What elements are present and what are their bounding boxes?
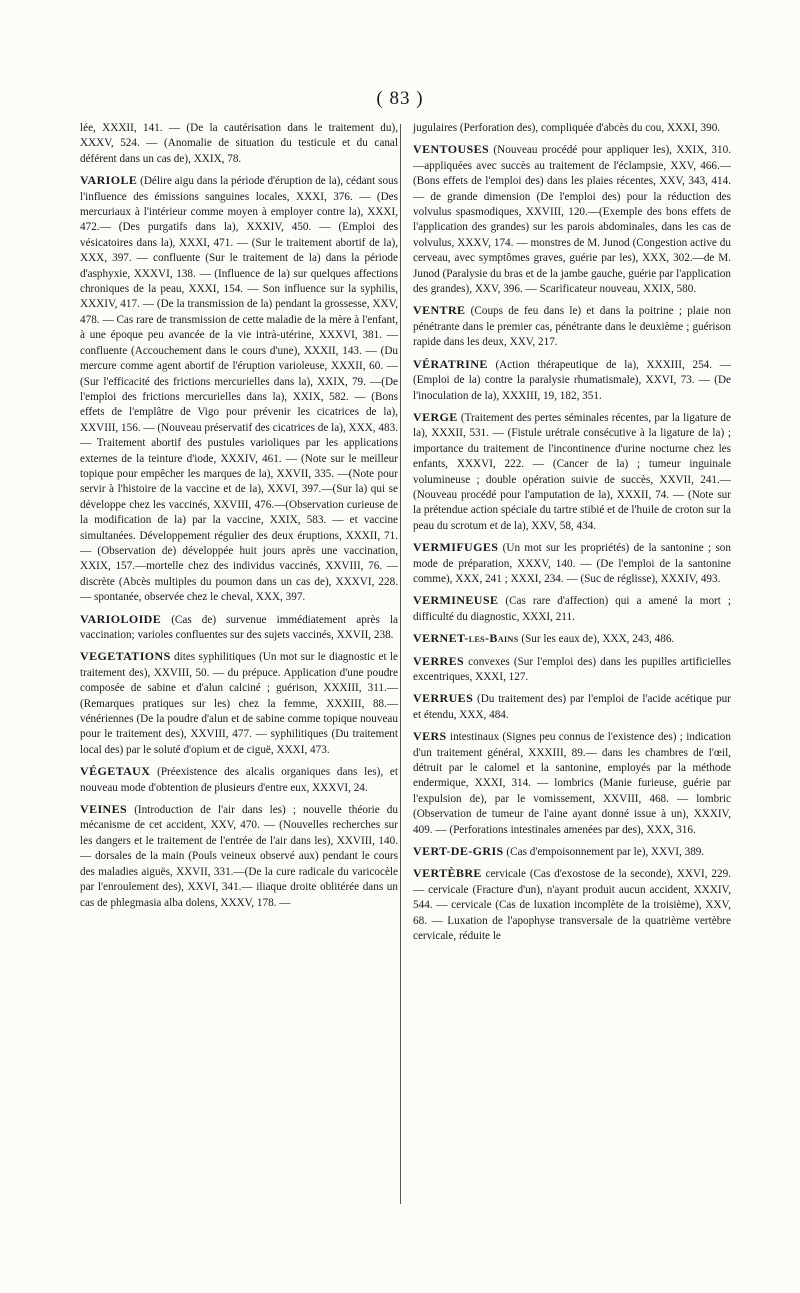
- entry-text: (Action thérapeutique de la), XXXIII, 254. — (Emploi de la) contre la paralysie rhumatismale), XXVI, 73. — (De l'inoculation de la), XXXIII, 19, 182, 351.: [413, 358, 731, 402]
- entry-text: (Traitement des pertes séminales récentes, par la ligature de la), XXXII, 531. — (Fistule urétrale consécutive à la ligature de la) ; importance du traitement de l'incontinence d'urine nocturne chez les enfants, XXXVI, 222. — (Cancer de la) ; tumeur inguinale volumineuse ; double opération suivie de succès, XXVII, 241.—(Nouveau procédé pour l'amputation de la), XXXII, 74. — (Note sur la prétendue action spéciale du tartre stibié et de l'huile de croton sur la peau du scrotum et de la), XXV, 58, 434.: [413, 411, 731, 532]
- entry-heading: VERTÈBRE: [413, 866, 482, 881]
- entry-heading: VEINES: [80, 802, 128, 817]
- entry-heading: VERS: [413, 729, 447, 744]
- entry-heading: VENTOUSES: [413, 142, 490, 157]
- index-entry: [413, 631, 731, 647]
- entry-heading: VENTRE: [413, 303, 466, 318]
- index-entry: [80, 649, 398, 758]
- entry-heading: VERMIFUGES: [413, 540, 499, 555]
- index-entry: [413, 844, 731, 860]
- entry-heading: VERRES: [413, 653, 465, 668]
- entry-text: (Sur les eaux de), XXX, 243, 486.: [518, 633, 675, 646]
- entry-heading: VARIOLOIDE: [80, 611, 162, 626]
- index-entry: [413, 410, 731, 534]
- index-entry: [413, 866, 731, 944]
- page-number: ( 83 ): [376, 88, 424, 109]
- index-entry: [80, 764, 398, 796]
- entry-text: (Cas de) survenue immédiatement après la vaccination; varioles confluentes sur des sujets vaccinés, XXVII, 238.: [80, 613, 398, 641]
- entry-heading: VERMINEUSE: [413, 593, 499, 608]
- index-entry: [80, 120, 398, 167]
- entry-heading: VEGETATIONS: [80, 649, 171, 664]
- entry-text: dites syphilitiques (Un mot sur le diagnostic et le traitement des), XXVIII, 50. — du prépuce. Application d'une poudre composée de sabine et d'alun calciné ; guérison, XXXIII, 311.— (Remarques pratiques sur les) chez la femme, XXXIII, 88.—vénériennes (De la poudre d'alun et de sabine comme topique nouveau pour le traitement des), XXVIII, 477. — syphilitiques (Du traitement local des) par le soluté d'opium et de ciguë, XXXI, 473.: [80, 651, 398, 756]
- entry-heading: VERT-DE-GRIS: [413, 844, 504, 859]
- index-entry: [413, 540, 731, 587]
- entry-text: (Introduction de l'air dans les) ; nouvelle théorie du mécanisme de cet accident, XXV, 470. — (Nouvelles recherches sur les dangers et le traitement de l'entrée de l'air dans les), XXVIII, 140.— dorsales de la main (Pouls veineux observé aux) pendant le cours des maladies aiguës, XXVII, 331.—(De la cure radicale du varicocèle par l'enroulement des), XXVI, 341.— iliaque droite oblitérée dans un cas de phlegmasia alba dolens, XXXV, 178. —: [80, 804, 398, 909]
- left-column: [80, 120, 398, 917]
- entry-text: (Préexistence des alcalis organiques dans les), et nouveau mode d'obtention de plusieurs d'entre eux, XXXVI, 24.: [80, 766, 398, 794]
- entry-heading: VERGE: [413, 409, 458, 424]
- index-entry: [413, 303, 731, 350]
- index-entry: [413, 593, 731, 625]
- entry-text: (Du traitement des) par l'emploi de l'acide acétique pur et étendu, XXX, 484.: [413, 693, 731, 721]
- entry-text: cervicale (Cas d'exostose de la seconde), XXVI, 229. — cervicale (Fracture d'un), n'ayant produit aucun accident, XXXIV, 544. — cervicale (Cas de luxation incomplète de la troisième), XXV, 68. — Luxation de l'apophyse transversale de la quatrième vertèbre cervicale, réduite le: [413, 868, 731, 943]
- index-entry: [80, 173, 398, 605]
- entry-text: (Un mot sur les propriétés) de la santonine ; son mode de préparation, XXXV, 140. — (De l'emploi de la santonine comme), XXX, 241 ; XXXI, 234. — (Suc de réglisse), XXXIV, 493.: [413, 542, 731, 585]
- index-entry: [413, 120, 731, 136]
- index-entry: [413, 357, 731, 404]
- entry-heading: VERRUES: [413, 691, 474, 706]
- entry-heading: VARIOLE: [80, 173, 138, 188]
- index-entry: [80, 612, 398, 644]
- index-entry: [413, 654, 731, 686]
- entry-text: intestinaux (Signes peu connus de l'existence des) ; indication d'un traitement général, XXXIII, 89.— dans les chambres de l'œil, détruit par le calomel et la santonine, employés par la méthode endermique, XXXI, 314. — lombrics (Manie furieuse, guérie par l'expulsion de), par le vomissement, XXVIII, 468. — lombric (Observation de tumeur de l'aine ayant donné issue à un), XXXIV, 409. — (Perforations intestinales amenées par des), XXX, 316.: [413, 731, 731, 836]
- index-entry: [413, 142, 731, 297]
- index-entry: [413, 729, 731, 838]
- entry-heading: VÉRATRINE: [413, 356, 488, 371]
- column-divider: [400, 124, 401, 1204]
- entry-text: (Cas d'empoisonnement par le), XXVI, 389.: [503, 846, 705, 859]
- entry-heading: VERNET-les-Bains: [413, 631, 519, 646]
- index-entry: [80, 802, 398, 911]
- entry-text: convexes (Sur l'emploi des) dans les pupilles artificielles excentriques, XXXI, 127.: [413, 655, 731, 683]
- entry-text: (Coups de feu dans le) et dans la poitrine ; plaie non pénétrante dans le premier cas, pénétrante dans le deuxième ; guérison rapide dans les deux, XXV, 217.: [413, 305, 731, 349]
- entry-text: (Nouveau procédé pour appliquer les), XXIX, 310.—appliquées avec succès au traitement de l'éclampsie, XXV, 466.—(Bons effets de l'emploi des) dans les plaies récentes, XXV, 343, 414. — de grande dimension (De l'emploi des) pour la réduction des volvulus spasmodiques, XXVIII, 120.—(Exemple des bons effets de l'application des grandes) sur les parois abdominales, dans les cas de volvulus, XXXV, 174. — monstres de M. Junod (Congestion active du cerveau, avec symptômes graves, guérie par les), XXX, 302.—de M. Junod (Paralysie du bras et de la jambe gauche, guérie par l'application des grandes), XXV, 396. — Scarificateur nouveau, XXIX, 580.: [413, 144, 731, 296]
- entry-heading: VÉGETAUX: [80, 764, 151, 779]
- entry-text: jugulaires (Perforation des), compliquée d'abcès du cou, XXXI, 390.: [413, 122, 721, 134]
- entry-text: lée, XXXII, 141. — (De la cautérisation dans le traitement du), XXXV, 524. — (Anomalie de situation du testicule et du canal déférent dans un cas de), XXIX, 78.: [80, 122, 398, 165]
- entry-text: (Cas rare d'affection) qui a amené la mort ; difficulté du diagnostic, XXXI, 211.: [413, 595, 731, 623]
- index-entry: [413, 691, 731, 723]
- entry-text: (Délire aigu dans la période d'éruption de la), cédant sous l'influence des émissions sanguines locales, XXXI, 376. — (Des mercuriaux à l'intérieur comme moyen à employer contre la), XXXI, 472.— (Des purgatifs dans la), XXXIV, 450. — (Emploi des vésicatoires dans la), XXXI, 471. — (Sur le traitement abortif de la), XXX, 397. — confluente (Sur le traitement de la) dans la période d'asphyxie, XXXVI, 138. — (Influence de la) sur quelques affections chroniques de la peau, XXXI, 154. — Son influence sur la syphilis, XXXIV, 417. — (De la transmission de la) pendant la grossesse, XXV, 478. — Cas rare de transmission de cette maladie de la mère à l'enfant, à une époque peu avancée de la vie intrà-utérine, XXXVI, 381. — confluente (Accouchement dans le cours d'une), XXXII, 143. — (Du mercure comme agent abortif de l'éruption varioleuse, XXXII, 60. — (Sur l'efficacité des frictions mercurielles dans la), XXIX, 79. —(De l'emploi des frictions mercurielles dans la), XXIX, 582. — (Bons effets de l'emplâtre de Vigo pour prévenir les cicatrices de la), XXVIII, 156. — (Nouveau préservatif des cicatrices de la), XXX, 483. — Traitement abortif des pustules varioliques par les applications externes de la teinture d'iode, XXXIV, 461. — (Note sur le meilleur topique pour empêcher les marques de la), XXVII, 335. —(Note pour servir à l'histoire de la vaccine et de la), XXVI, 397.—(Sur la) qui se développe chez les vaccinés, XXVIII, 476.—(Observation curieuse de la modification de la) par la vaccine, XXIX, 583. — et vaccine simultanées. Développement régulier des deux éruptions, XXXII, 71. — (Observation de) développée huit jours après une vaccination, XXIX, 157.—mortelle chez des individus vaccinés, XXVIII, 76. — discrète (Abcès multiples du poumon dans un cas de), XXXVI, 228. — spontanée, observée chez le cheval, XXX, 397.: [80, 175, 398, 604]
- right-column: [413, 120, 731, 951]
